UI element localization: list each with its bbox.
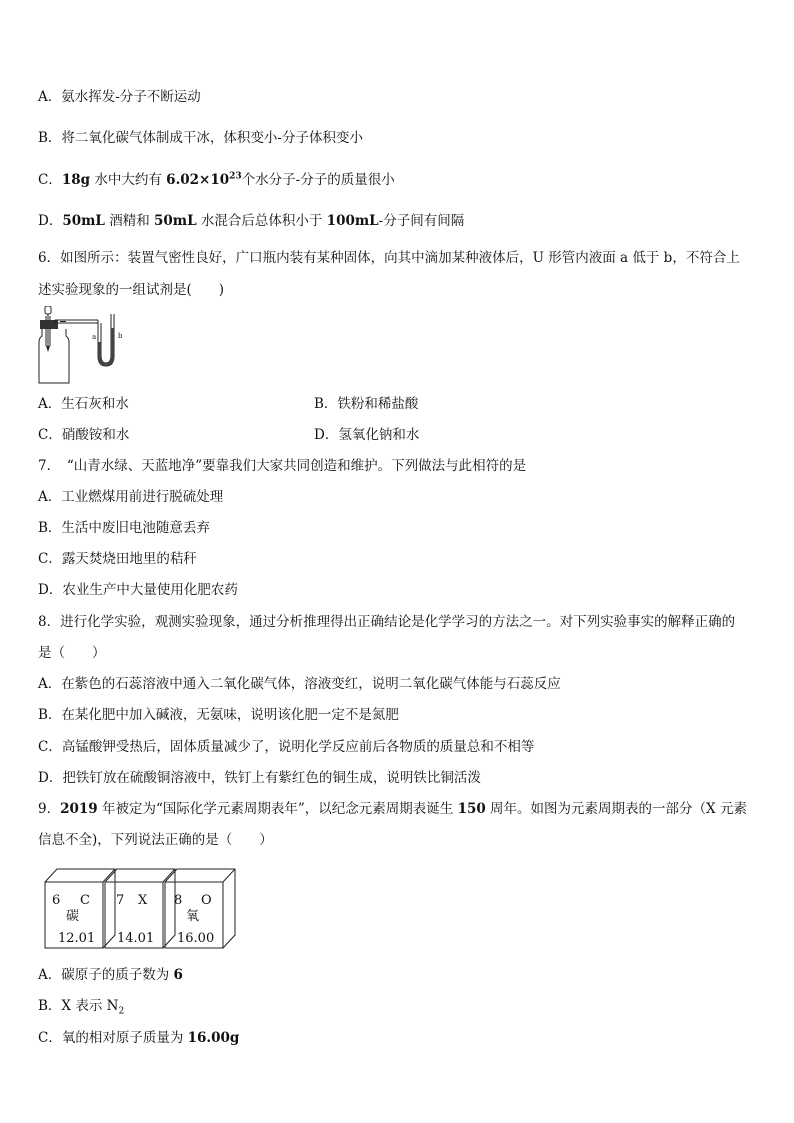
option-letter: C． [38, 172, 62, 188]
element-name: 碳 [66, 909, 80, 924]
option-letter: A． [38, 89, 62, 105]
element-number: 7 [116, 893, 125, 908]
q6-option-c [38, 426, 129, 444]
mass-value: 18g [61, 172, 91, 188]
q9-option-a [38, 966, 183, 984]
option-text: 铁粉和稀盐酸 [337, 396, 419, 412]
q8-stem-line2: 是（ ） [38, 645, 106, 661]
stem-text: 周年。如图为元素周期表的一部分（X 元素 [485, 801, 747, 817]
option-letter: D． [314, 427, 339, 443]
element-symbol: X [138, 893, 148, 908]
volume-value: 50mL [62, 213, 105, 229]
avogadro-number: 6.02×10 [166, 172, 230, 188]
label-b: b [118, 332, 123, 340]
option-text: 氨水挥发-分子不断运动 [61, 89, 201, 105]
option-letter: D． [38, 213, 63, 229]
element-name: 氧 [186, 909, 200, 924]
q7-option-c: C．露天焚烧田地里的秸秆 [38, 551, 197, 567]
q5-option-d [38, 212, 464, 230]
q9-stem-line1 [38, 800, 747, 818]
q7-option-d: D．农业生产中大量使用化肥农药 [38, 582, 238, 598]
option-text: 将二氧化碳气体制成干冰，体积变小-分子体积变小 [61, 130, 363, 146]
volume-value: 50mL [154, 213, 197, 229]
q8-option-d: D．把铁钉放在硫酸铜溶液中，铁钉上有紫红色的铜生成，说明铁比铜活泼 [38, 770, 481, 786]
volume-value: 100mL [326, 213, 379, 229]
option-letter: B． [38, 130, 62, 146]
q7-stem: 7． “山青水绿、天蓝地净”要靠我们大家共同创造和维护。下列做法与此相符的是 [38, 458, 527, 474]
exponent: 23 [229, 171, 242, 182]
q6-option-b [314, 395, 418, 413]
q5-option-b [38, 129, 363, 147]
q9-option-b [38, 997, 124, 1015]
element-mass: 12.01 [58, 931, 96, 946]
q8-option-c: C．高锰酸钾受热后，固体质量减少了，说明化学反应前后各物质的质量总和不相等 [38, 739, 535, 755]
q9-option-c [38, 1029, 239, 1047]
stem-text: 年被定为“国际化学元素周期表年”，以纪念元素周期表诞生 [97, 801, 458, 817]
q6-option-a [38, 395, 129, 413]
q5-option-c [38, 171, 395, 189]
anniversary-number: 150 [457, 801, 486, 817]
option-text: -分子间有间隔 [378, 213, 465, 229]
q5-option-a [38, 88, 201, 106]
option-text: 氢氧化钠和水 [338, 427, 420, 443]
option-text: B．X 表示 N [38, 998, 119, 1014]
option-text: 生石灰和水 [61, 396, 129, 412]
option-text: A．碳原子的质子数为 [38, 967, 174, 983]
q6-stem-line1: 6．如图所示：装置气密性良好，广口瓶内装有某种固体，向其中滴加某种液体后，U 形管内液面 a 低于 b，不符合上 [38, 250, 740, 266]
option-text: 水中大约有 [90, 172, 167, 188]
element-symbol: O [201, 893, 212, 908]
option-value: 16.00g [187, 1030, 240, 1046]
q9-stem-line2: 信息不全)，下列说法正确的是（ ） [38, 832, 273, 848]
element-symbol: C [80, 893, 90, 908]
q8-option-b: B．在某化肥中加入碱液，无氨味，说明该化肥一定不是氮肥 [38, 707, 399, 723]
q6-option-d [314, 426, 419, 444]
option-text: 酒精和 [104, 213, 154, 229]
q8-stem-line1: 8．进行化学实验，观测实验现象，通过分析推理得出正确结论是化学学习的方法之一。对下列实验事实的解释正确的 [38, 614, 736, 630]
question-number: 9． [38, 801, 61, 817]
option-text: 硝酸铵和水 [61, 427, 130, 443]
q8-option-a: A．在紫色的石蕊溶液中通入二氧化碳气体，溶液变红，说明二氧化碳气体能与石蕊反应 [38, 676, 561, 692]
option-text: 水混合后总体积小于 [196, 213, 327, 229]
element-mass: 16.00 [177, 931, 215, 946]
option-letter: A． [38, 396, 62, 412]
element-number: 6 [52, 893, 61, 908]
option-letter: C． [38, 427, 62, 443]
year: 2019 [60, 801, 98, 817]
q7-option-b: B．生活中废旧电池随意丢弃 [38, 520, 210, 536]
option-letter: B． [314, 396, 338, 412]
element-number: 8 [174, 893, 183, 908]
q7-option-a: A．工业燃煤用前进行脱硫处理 [38, 489, 224, 505]
q6-stem-line2: 述实验现象的一组试剂是( ) [38, 282, 225, 298]
periodic-table-excerpt [44, 866, 240, 952]
label-a: a [92, 333, 97, 341]
u-tube-apparatus-diagram [36, 306, 146, 386]
subscript: 2 [118, 1006, 125, 1017]
option-value: 6 [173, 967, 183, 983]
element-mass: 14.01 [117, 931, 155, 946]
option-text: C．氧的相对原子质量为 [38, 1030, 188, 1046]
option-text: 个水分子-分子的质量很小 [241, 172, 395, 188]
